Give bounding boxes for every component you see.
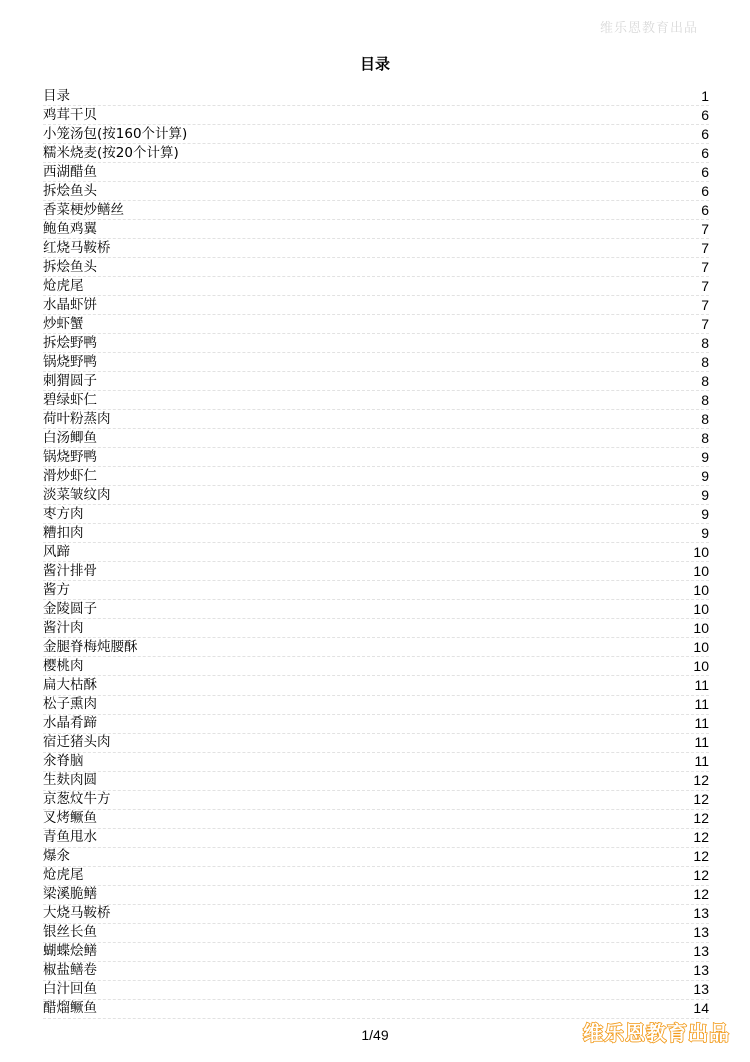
toc-entry[interactable] [43,600,709,619]
toc-entry-title[interactable]: 宿迁猪头肉 [43,734,111,751]
toc-entry-page-number[interactable]: 8 [701,391,709,408]
toc-entry-title[interactable]: 梁溪脆鳝 [43,886,97,903]
toc-entry-page-number[interactable]: 8 [701,353,709,370]
toc-entry[interactable] [43,905,709,924]
toc-entry-title[interactable]: 拆烩鱼头 [43,258,97,275]
toc-entry[interactable] [43,258,709,277]
toc-entry-title[interactable]: 炝虎尾 [43,277,84,294]
toc-entry-title[interactable]: 醋熘鳜鱼 [43,1000,97,1017]
toc-entry-title[interactable]: 拆烩鱼头 [43,182,97,199]
toc-entry-page-number[interactable]: 12 [693,886,709,903]
toc-entry-title[interactable]: 扁大枯酥 [43,677,97,693]
toc-entry-page-number[interactable]: 9 [701,486,709,503]
toc-entry-title[interactable]: 樱桃肉 [43,657,84,674]
toc-entry-title[interactable]: 鸡茸干贝 [43,106,97,123]
toc-entry-page-number[interactable]: 12 [693,848,709,865]
toc-entry-title[interactable]: 京葱炆牛方 [43,791,111,808]
toc-entry-title[interactable]: 酱汁排骨 [43,562,97,579]
toc-entry[interactable] [43,410,709,429]
toc-entry-title[interactable]: 拆烩野鸭 [43,334,97,351]
toc-entry-title[interactable]: 青鱼甩水 [43,829,97,846]
toc-entry-title[interactable]: 碧绿虾仁 [43,391,97,408]
toc-entry-page-number[interactable]: 11 [694,677,709,693]
toc-entry[interactable] [43,239,709,258]
toc-entry-page-number[interactable]: 11 [694,734,709,751]
toc-entry[interactable] [43,277,709,296]
toc-entry-page-number[interactable]: 11 [694,753,709,770]
toc-entry-title[interactable]: 小笼汤包(按160个计算) [43,125,188,142]
toc-entry-page-number[interactable]: 7 [701,220,709,237]
toc-entry[interactable] [43,696,709,715]
toc-entry-page-number[interactable]: 12 [693,791,709,808]
toc-entry[interactable] [43,524,709,543]
toc-entry-page-number[interactable]: 9 [701,505,709,522]
toc-entry[interactable] [43,182,709,201]
toc-entry-title[interactable]: 爆氽 [43,848,70,865]
toc-entry[interactable] [43,657,709,676]
toc-entry[interactable] [43,867,709,886]
toc-entry[interactable] [43,467,709,486]
toc-entry[interactable] [43,962,709,981]
toc-entry-title[interactable]: 蝴蝶烩鳝 [43,943,97,960]
toc-entry-title[interactable]: 酱方 [43,581,70,598]
toc-entry-title[interactable]: 叉烤鳜鱼 [43,810,97,827]
toc-entry-page-number[interactable]: 11 [694,715,709,732]
toc-entry-title[interactable]: 水晶虾饼 [43,296,97,313]
toc-entry-page-number[interactable]: 13 [693,962,709,979]
toc-entry-title[interactable]: 滑炒虾仁 [43,467,97,484]
toc-entry[interactable] [43,315,709,334]
toc-entry[interactable] [43,924,709,943]
toc-entry-title[interactable]: 淡菜皱纹肉 [43,486,111,503]
toc-entry-page-number[interactable]: 8 [701,429,709,446]
toc-entry-page-number[interactable]: 12 [693,829,709,846]
toc-entry-page-number[interactable]: 10 [693,657,709,674]
toc-entry-title[interactable]: 鲍鱼鸡翼 [43,220,97,237]
toc-entry-page-number[interactable]: 10 [693,543,709,560]
toc-entry-title[interactable]: 红烧马鞍桥 [43,239,111,256]
toc-entry-page-number[interactable]: 13 [693,943,709,960]
toc-entry[interactable] [43,619,709,638]
toc-entry-title[interactable]: 锅烧野鸭 [43,448,97,465]
toc-entry[interactable] [43,87,709,106]
toc-entry-page-number[interactable]: 7 [701,258,709,275]
toc-entry-page-number[interactable]: 6 [701,125,709,142]
toc-entry-page-number[interactable]: 8 [701,410,709,427]
toc-entry-title[interactable]: 松子熏肉 [43,696,97,713]
toc-entry[interactable] [43,296,709,315]
toc-entry-page-number[interactable]: 7 [701,239,709,256]
toc-entry-title[interactable]: 生麸肉圆 [43,772,97,789]
toc-entry-title[interactable]: 枣方肉 [43,505,84,522]
toc-entry-page-number[interactable]: 10 [693,562,709,579]
toc-entry-page-number[interactable]: 8 [701,334,709,351]
toc-entry-page-number[interactable]: 6 [701,201,709,218]
toc-entry-title[interactable]: 金陵圆子 [43,600,97,617]
toc-entry-title[interactable]: 椒盐鳝卷 [43,962,97,979]
toc-entry-title[interactable]: 糟扣肉 [43,524,84,541]
toc-entry[interactable] [43,334,709,353]
toc-entry[interactable] [43,429,709,448]
toc-entry[interactable] [43,943,709,962]
toc-entry-page-number[interactable]: 9 [701,448,709,465]
toc-entry-title[interactable]: 氽脊脑 [43,753,84,770]
toc-entry-page-number[interactable]: 10 [693,600,709,617]
toc-entry-page-number[interactable]: 13 [693,924,709,941]
toc-entry-title[interactable]: 酱汁肉 [43,619,84,636]
toc-entry-title[interactable]: 炒虾蟹 [43,315,84,332]
toc-entry-page-number[interactable]: 11 [694,696,709,713]
toc-entry[interactable] [43,106,709,125]
toc-entry[interactable] [43,220,709,239]
toc-entry[interactable] [43,791,709,810]
toc-entry[interactable] [43,734,709,753]
toc-entry-page-number[interactable]: 6 [701,163,709,180]
toc-entry-page-number[interactable]: 9 [701,524,709,541]
toc-entry[interactable] [43,810,709,829]
toc-entry-title[interactable]: 香菜梗炒鳝丝 [43,201,124,218]
toc-entry-title[interactable]: 金腿脊梅炖腰酥 [43,638,138,655]
toc-entry-page-number[interactable]: 6 [701,182,709,199]
toc-entry[interactable] [43,353,709,372]
page-title: 目录 [359,55,390,73]
toc-entry-page-number[interactable]: 7 [701,296,709,313]
toc-entry-title[interactable]: 目录 [43,87,70,104]
page-number: 1/49 [361,1027,389,1043]
toc-entry-title[interactable]: 炝虎尾 [43,867,84,884]
toc-entry-page-number[interactable]: 12 [693,772,709,789]
toc-entry[interactable] [43,448,709,467]
toc-entry[interactable] [43,581,709,600]
toc-entry[interactable] [43,391,709,410]
watermark-text: 维乐恩教育出品 [599,21,698,36]
toc-entry-page-number[interactable]: 14 [693,1000,709,1017]
toc-entry[interactable] [43,981,709,1000]
toc-entry-title[interactable]: 大烧马鞍桥 [43,905,111,922]
toc-entry-page-number[interactable]: 1 [701,87,709,104]
toc-entry-title[interactable]: 水晶肴蹄 [43,715,97,732]
toc-entry-page-number[interactable]: 12 [693,867,709,884]
toc-entry-title[interactable]: 西湖醋鱼 [43,163,97,180]
toc-entry[interactable] [43,372,709,391]
toc-entry-title[interactable]: 白汁回鱼 [43,981,97,998]
toc-entry[interactable] [43,848,709,867]
toc-entry-title[interactable]: 白汤鲫鱼 [43,429,97,446]
toc-entry[interactable] [43,201,709,220]
toc-entry-title[interactable]: 银丝长鱼 [43,924,97,941]
toc-entry-title[interactable]: 风蹄 [43,543,70,560]
toc-entry[interactable] [43,543,709,562]
toc-entry[interactable] [43,829,709,848]
table-of-contents [43,87,709,1019]
toc-entry-title[interactable]: 荷叶粉蒸肉 [43,410,111,427]
toc-entry[interactable] [43,1000,709,1019]
toc-entry[interactable] [43,486,709,505]
toc-entry[interactable] [43,125,709,144]
toc-entry-title[interactable]: 刺猬圆子 [43,372,97,389]
toc-entry-page-number[interactable]: 13 [693,905,709,922]
publisher-logo: 维乐恩教育出品 [583,1021,730,1045]
toc-entry-title[interactable]: 锅烧野鸭 [43,353,97,370]
toc-entry-page-number[interactable]: 13 [693,981,709,998]
toc-entry[interactable] [43,505,709,524]
toc-entry-page-number[interactable]: 10 [693,581,709,598]
toc-entry-page-number[interactable]: 7 [701,277,709,294]
toc-entry[interactable] [43,715,709,734]
toc-entry-page-number[interactable]: 6 [701,144,709,161]
toc-entry-title[interactable]: 糯米烧麦(按20个计算) [43,144,179,161]
toc-entry[interactable] [43,144,709,163]
toc-entry[interactable] [43,163,709,182]
toc-entry-page-number[interactable]: 10 [693,638,709,655]
toc-entry-page-number[interactable]: 6 [701,106,709,123]
toc-entry[interactable] [43,753,709,772]
toc-entry[interactable] [43,772,709,791]
toc-entry-page-number[interactable]: 10 [693,619,709,636]
toc-entry-page-number[interactable]: 9 [701,467,709,484]
toc-entry[interactable] [43,638,709,657]
toc-entry-page-number[interactable]: 12 [693,810,709,827]
toc-entry-page-number[interactable]: 8 [701,372,709,389]
toc-entry[interactable] [43,676,709,695]
toc-entry[interactable] [43,562,709,581]
toc-entry-page-number[interactable]: 7 [701,315,709,332]
toc-entry[interactable] [43,886,709,905]
